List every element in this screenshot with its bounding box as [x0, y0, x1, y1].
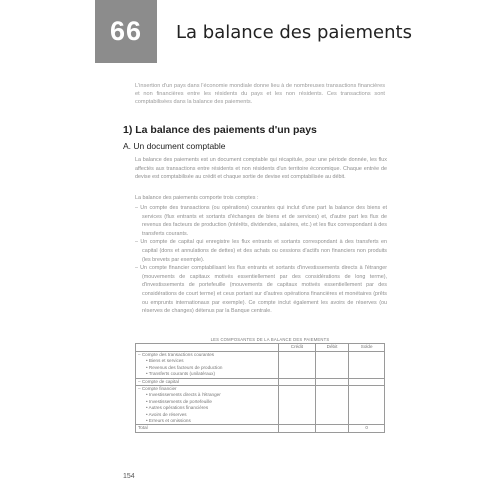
- intro-text: L'insertion d'un pays dans l'économie mondiale donne lieu à de nombreuses transactions financières et non financières entre les résidents du pays et les non résidents. Ces transactions sont comptabilisées dans la balance des paiements.: [135, 83, 385, 106]
- total-solde: 0: [365, 425, 368, 431]
- group-item: • Avoirs de réserves: [146, 411, 187, 417]
- table-header-cell: Débit: [315, 344, 349, 352]
- table-row: [136, 386, 385, 425]
- group-title: – Compte financier: [138, 386, 177, 392]
- accounts-list: [135, 204, 387, 316]
- group-item: • Erreurs et omissions: [146, 418, 191, 424]
- table-cell: [279, 386, 316, 425]
- table-total-row: [136, 425, 385, 432]
- table-cell: [315, 425, 349, 432]
- table-header-cell: Solde: [349, 344, 385, 352]
- table-header-cell: Crédit: [279, 344, 316, 352]
- list-item: – Un compte des transactions (ou opérations) courantes qui inclut d'une part la balance des biens et services (flux entrants et sortants d'échanges de biens et de services) et, d'autre part les flux de revenus des facteurs de production (intérêts, dividendes, salaires, etc.) et les flux correspondant à des transferts courants.: [135, 205, 387, 237]
- components-table: [135, 343, 385, 433]
- table-cell: [315, 378, 349, 385]
- group-item: • Transferts courants (unilatéraux): [146, 371, 216, 377]
- table-cell: [349, 352, 385, 379]
- table-cell: [315, 386, 349, 425]
- intro-paragraph: [135, 82, 385, 107]
- table-cell: [349, 425, 385, 432]
- list-item: – Un compte de capital qui enregistre les flux entrants et sortants correspondant à des transferts en capital (dons et annulations de dettes) et des achats ou cessions d'actifs non financiers non produits (les brevets par exemple).: [135, 239, 387, 263]
- table-cell: [349, 378, 385, 385]
- table-cell: [279, 352, 316, 379]
- group-item: • Revenus des facteurs de production: [146, 364, 223, 370]
- paragraph-text: La balance des paiements est un document comptable qui récapitule, pour une période donnée, les flux affectés aux transactions entre résidents et non résidents d'un territoire économique. Chaque entrée de devise est comptabilisée au crédit et chaque sortie de devise est comptabilisée au débit.: [135, 157, 387, 181]
- table-row: [136, 352, 385, 379]
- table-row: [136, 378, 385, 385]
- chapter-title: La balance des paiements: [176, 22, 412, 43]
- table-caption: LES COMPOSANTES DE LA BALANCE DES PAIEMENTS: [210, 337, 330, 342]
- subsection-heading: A. Un document comptable: [123, 141, 226, 151]
- group-item: • Investissements de portefeuille: [146, 398, 212, 404]
- group-item: • Investissements directs à l'étranger: [146, 392, 221, 398]
- table-header-row: [136, 344, 385, 352]
- page-number: 154: [123, 473, 135, 480]
- body-paragraph-2: [135, 194, 387, 203]
- table-cell: [315, 352, 349, 379]
- table-cell: [279, 378, 316, 385]
- table-cell: [136, 425, 279, 432]
- body-paragraph-1: [135, 156, 387, 182]
- total-label: Total: [138, 425, 148, 431]
- group-title: – Compte de capital: [138, 378, 179, 384]
- paragraph-text: La balance des paiements comporte trois comptes :: [135, 195, 259, 201]
- table-cell: [279, 425, 316, 432]
- group-title: – Compte des transactions courantes: [138, 352, 215, 357]
- list-item: – Un compte financier comptabilisant les flux entrants et sortants d'investissements directs à l'étranger (mouvements de capitaux motivés essentiellement par des considérations de long terme), d'investissements de portefeuille (mouvements de capitaux motivés essentiellement par des considérations de court terme) et ceux portant sur d'autres opérations financières et monétaires (prêts ou emprunts internationaux par exemple). Ce compte inclut également les avoirs de réserves (ou réserves de changes) détenus par la Banque centrale.: [135, 265, 387, 315]
- chapter-number-badge: 66: [95, 0, 157, 63]
- table-cell: [136, 352, 279, 379]
- group-item: • Autres opérations financières: [146, 405, 209, 411]
- table-cell: [136, 386, 279, 425]
- section-heading: 1) La balance des paiements d'un pays: [123, 124, 317, 136]
- table-cell: [136, 378, 279, 385]
- group-item: • Biens et services: [146, 358, 184, 364]
- table-header-cell: [136, 344, 279, 352]
- table-cell: [349, 386, 385, 425]
